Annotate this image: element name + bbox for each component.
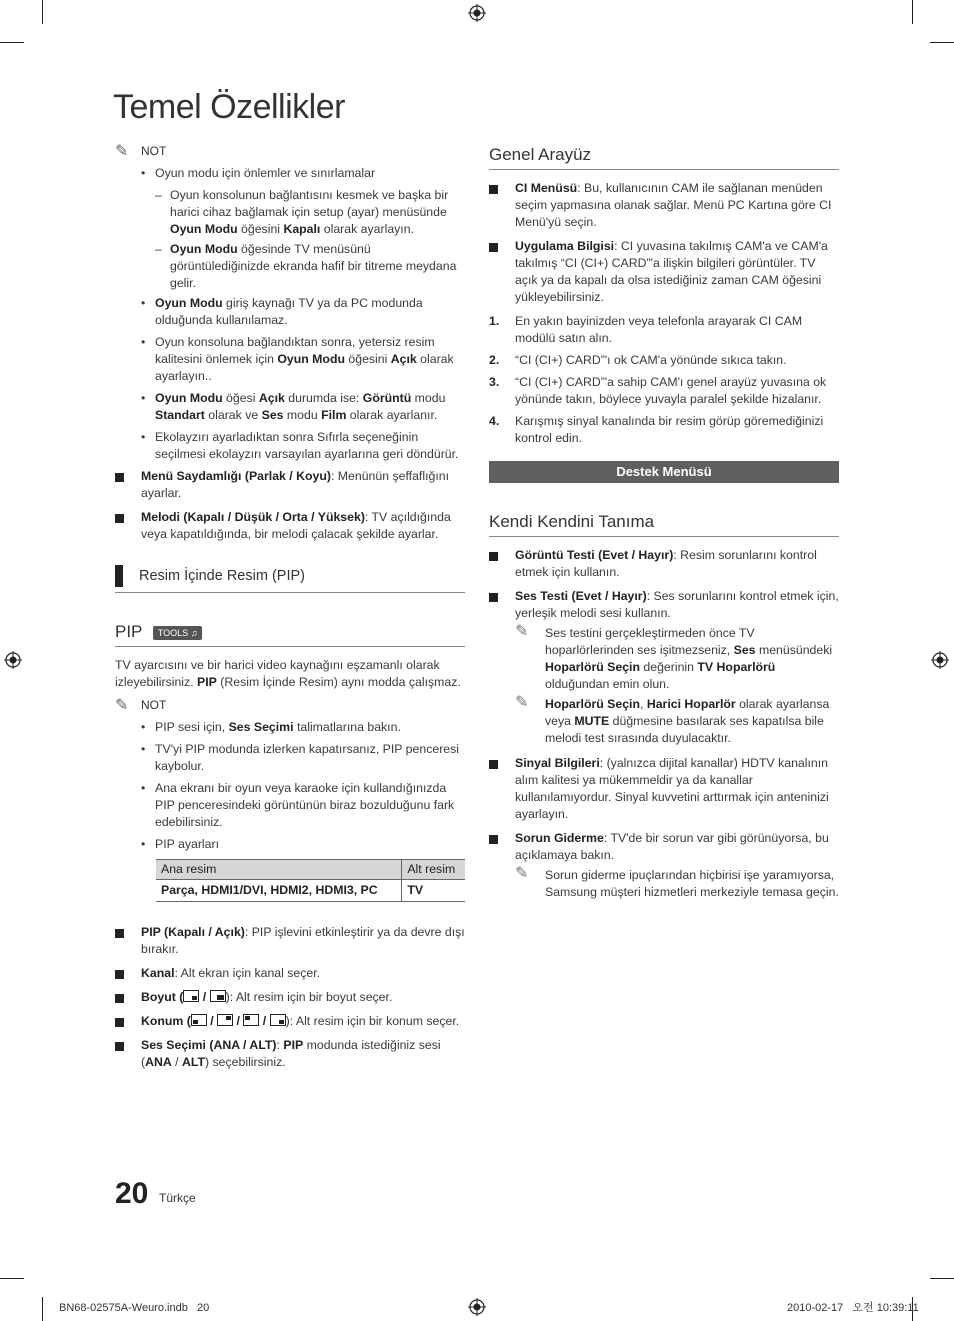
bullet-dot-icon: • (141, 837, 146, 851)
bold-text: Harici Hoparlör (646, 697, 736, 711)
bullet-dot-icon: • (141, 742, 146, 756)
text-run: : CI yuvasına takılmış CAM'a ve CAM'a takılmış “CI (CI+) CARD”'a ilişkin bilgileri görüntüler. TV açık ya da kapalı da olsa istediğiniz zaman CAM öğesini yükleyebilirsiniz. (515, 239, 828, 304)
square-bullet-icon (115, 970, 124, 979)
text-run: / (171, 1055, 183, 1069)
step-number: 2. (489, 353, 500, 367)
text-run: modu (411, 391, 446, 405)
text-run: olarak ayarlansa veya (545, 697, 830, 728)
bullet-dot-icon: • (141, 296, 146, 310)
crop-mark (912, 0, 913, 24)
square-bullet-icon (115, 514, 124, 523)
bold-text: Oyun Modu (277, 352, 345, 366)
pip-subheading-text: Resim İçinde Resim (PIP) (139, 567, 305, 584)
step-number: 4. (489, 414, 500, 428)
bold-text: CI Menüsü (515, 181, 578, 195)
sub-note (489, 625, 839, 693)
registration-mark-icon (931, 651, 949, 669)
pip-subheading (115, 565, 465, 593)
note-item (115, 719, 465, 736)
bold-text: Oyun Modu (170, 242, 238, 256)
text-run: olarak ayarlayın.. (155, 352, 454, 383)
numbered-step (489, 374, 839, 408)
bold-text: PIP (197, 675, 217, 689)
page-number: 20 (115, 1177, 149, 1210)
square-bullet-icon (489, 593, 498, 602)
text-run: : Resim sorunlarını kontrol etmek için kullanın. (515, 548, 817, 579)
bold-text: MUTE (574, 714, 610, 728)
text-run: TV ayarcısını ve bir harici video kaynağını eşzamanlı olarak izleyebilirsiniz. (115, 658, 440, 689)
numbered-step (489, 352, 839, 369)
table-header: Ana resim (156, 860, 402, 880)
bullet-dot-icon: • (141, 430, 146, 444)
note-header (115, 143, 465, 160)
text-run: ) seçebilirsiniz. (205, 1055, 286, 1069)
text-run: giriş kaynağı TV ya da PC modunda olduğunda kullanılamaz. (155, 296, 423, 327)
text-run: durumda ise: (284, 391, 363, 405)
settings-list (115, 468, 465, 543)
pip-settings-table-wrap (156, 859, 465, 902)
boyut-label: Boyut (141, 990, 176, 1004)
note-item (115, 187, 465, 238)
table-cell: TV (402, 880, 465, 902)
list-item (489, 830, 839, 864)
bold-text: Ses Seçimi (228, 720, 294, 734)
pencil-note-icon: ✎ (515, 623, 529, 640)
pip-heading-text: PIP (115, 622, 143, 641)
registration-mark-icon (468, 4, 486, 22)
tools-badge (153, 626, 203, 640)
bold-text: PIP (Kapalı / Açık) (141, 925, 245, 939)
text-run: : Alt ekran için kanal seçer. (174, 966, 321, 980)
bold-text: Ses Seçimi (ANA / ALT) (141, 1038, 277, 1052)
konum-label: Konum (141, 1014, 184, 1028)
bold-text: ALT (182, 1055, 206, 1069)
step-text: Karışmış sinyal kanalında bir resim görüp göremediğinizi kontrol edin. (515, 414, 824, 445)
step-number: 3. (489, 375, 500, 389)
pip-note-list (115, 719, 465, 853)
boyut-desc: ): Alt resim için bir boyut seçer. (225, 990, 393, 1004)
crop-mark (930, 1278, 954, 1279)
note-item (115, 165, 465, 182)
bullet-dot-icon: • (141, 166, 146, 180)
crop-mark (930, 42, 954, 43)
list-item (115, 509, 465, 543)
bold-text: Sorun Giderme (515, 831, 604, 845)
step-text: “CI (CI+) CARD”'ı ok CAM'a yönünde sıkıca takın. (515, 353, 787, 367)
crop-mark (0, 42, 24, 43)
square-bullet-icon (115, 929, 124, 938)
bullet-dot-icon: • (141, 335, 146, 349)
pip-settings-list (115, 924, 465, 1071)
crop-mark (42, 1297, 43, 1321)
bold-text: Film (321, 408, 347, 422)
square-bullet-icon (489, 552, 498, 561)
bold-text: Hoparlörü Seçin (545, 660, 640, 674)
text-run: talimatlarına bakın. (293, 720, 401, 734)
crop-mark (42, 0, 43, 24)
text-run: Ekolayzırı ayarladıktan sonra Sıfırla seçeneğinin seçilmesi ekolayzırı varsayılan ayarlarına geri döndürür. (155, 430, 459, 461)
square-bullet-icon (115, 994, 124, 1003)
position-top-left-icon (243, 1014, 259, 1026)
note-label: NOT (141, 144, 167, 158)
bold-text: Hoparlörü Seçin (545, 697, 640, 711)
print-timestamp: 2010-02-17 오전 10:39:11 (787, 1302, 919, 1314)
bold-text: Ses Testi (Evet / Hayır) (515, 589, 647, 603)
text-run: , (639, 697, 647, 711)
bold-text: Ses (733, 643, 756, 657)
note-list (115, 165, 465, 463)
text-run: olarak ayarlayın. (320, 222, 414, 236)
bold-text: Görüntü (362, 391, 412, 405)
pencil-note-icon: ✎ (515, 694, 529, 711)
pip-heading (115, 621, 465, 647)
text-run: olarak ve (204, 408, 262, 422)
text-run: değerinin (639, 660, 698, 674)
position-bottom-right-icon (270, 1014, 286, 1026)
text-run: Ana ekranı bir oyun veya karaoke için kullandığınızda PIP penceresindeki görüntünün biraz bozulduğunu fark edebilirsiniz. (155, 781, 455, 829)
numbered-step (489, 413, 839, 447)
kendi-kendini-tanima-heading: Kendi Kendini Tanıma (489, 511, 839, 537)
bold-text: Oyun Modu (155, 296, 223, 310)
step-text: En yakın bayinizden veya telefonla arayarak CI CAM modülü satın alın. (515, 314, 803, 345)
note-item (115, 334, 465, 385)
text-run: : Bu, kullanıcının CAM ile sağlanan menüden seçim yapmasına olanak sağlar. Menü PC Kartına göre CI Menü'yü seçin. (515, 181, 832, 229)
square-bullet-icon (115, 1018, 124, 1027)
note-item (115, 836, 465, 853)
bullet-dot-icon: • (141, 781, 146, 795)
square-bullet-icon (489, 760, 498, 769)
pencil-note-icon: ✎ (115, 697, 129, 714)
bold-text: Uygulama Bilgisi (515, 239, 615, 253)
bullet-dot-icon: • (141, 720, 146, 734)
konum-desc: ): Alt resim için bir konum seçer. (285, 1014, 460, 1028)
right-column (489, 144, 839, 904)
text-run: : TV açıldığında veya kapatıldığında, bir melodi çalacak şekilde ayarlar. (141, 510, 451, 541)
list-item: Konum ( / / / ): Alt resim için bir konum seçer. (115, 1013, 465, 1030)
genel-arayuz-heading: Genel Arayüz (489, 144, 839, 170)
bullet-dash-icon: – (155, 188, 162, 202)
heading-bar (115, 565, 123, 587)
table-row (156, 880, 465, 902)
left-column (115, 143, 465, 1078)
pip-intro (115, 657, 465, 691)
text-run: : (276, 1038, 284, 1052)
position-top-right-icon (217, 1014, 233, 1026)
kendi-kendini-tanima-list (489, 547, 839, 901)
numbered-step (489, 313, 839, 347)
bold-text: Sinyal Bilgileri (515, 756, 600, 770)
text-run: Oyun konsolunun bağlantısını kesmek ve başka bir harici cihaz bağlamak için setup (ayar) menüsünde (170, 188, 449, 219)
text-run: öğesini (237, 222, 284, 236)
square-bullet-icon (115, 473, 124, 482)
tools-icon: ♫ (190, 627, 198, 638)
bold-text: Görüntü Testi (Evet / Hayır) (515, 548, 674, 562)
file-name: BN68-02575A-Weuro.indb 20 (59, 1302, 210, 1314)
text-run: TV'yi PIP modunda izlerken kapatırsanız, PIP penceresi kaybolur. (155, 742, 460, 773)
text-run: olduğundan emin olun. (545, 677, 670, 691)
text-run: Ses testini gerçekleştirmeden önce TV hoparlörlerinden ses işitmezseniz, (545, 626, 755, 657)
list-item (115, 924, 465, 958)
text-run: (Resim İçinde Resim) aynı modda çalışmaz. (216, 675, 461, 689)
text-run: düğmesine basılarak ses kapatılsa bile melodi test sırasında duyulacaktır. (545, 714, 824, 745)
bold-text: Melodi (Kapalı / Düşük / Orta / Yüksek) (141, 510, 365, 524)
note-item (115, 780, 465, 831)
list-item (489, 588, 839, 622)
list-item: Boyut ( / ): Alt resim için bir boyut seçer. (115, 989, 465, 1006)
pip-note-header (115, 697, 465, 714)
text-run: öğesinde TV menüsünü görüntülediğinizde ekranda hafif bir titreme meydana gelir. (170, 242, 457, 290)
size-small-icon (183, 990, 199, 1002)
text-run: olarak ayarlanır. (346, 408, 438, 422)
page-title: Temel Özellikler (113, 88, 345, 126)
list-item (489, 755, 839, 823)
text-run: : Ses sorunlarını kontrol etmek için, yerleşik melodi sesi kullanın. (515, 589, 839, 620)
note-item (115, 390, 465, 424)
text-run: : TV'de bir sorun var gibi görünüyorsa, bu açıklamaya bakın. (515, 831, 829, 862)
text-run: modunda istediğiniz sesi ( (141, 1038, 441, 1069)
bold-text: Açık (390, 352, 417, 366)
note-item (115, 741, 465, 775)
text-run: Oyun konsoluna bağlandıktan sonra, yetersiz resim kalitesini önlemek için (155, 335, 435, 366)
bold-text: Oyun Modu (155, 391, 223, 405)
genel-arayuz-list (489, 180, 839, 306)
square-bullet-icon (489, 185, 498, 194)
bold-text: TV Hoparlörü (697, 660, 776, 674)
pencil-note-icon: ✎ (515, 865, 529, 882)
list-item (115, 468, 465, 502)
pencil-note-icon: ✎ (115, 143, 129, 160)
square-bullet-icon (489, 243, 498, 252)
bold-text: Oyun Modu (170, 222, 238, 236)
list-item (489, 238, 839, 306)
text-run: PIP sesi için, (155, 720, 229, 734)
table-header: Alt resim (402, 860, 465, 880)
sub-note (489, 867, 839, 901)
text-run: menüsündeki (755, 643, 833, 657)
sub-note (489, 696, 839, 747)
list-item (115, 1037, 465, 1071)
text-run: : PIP işlevini etkinleştirir ya da devre dışı bırakır. (141, 925, 465, 956)
text-run: öğesi (222, 391, 259, 405)
bold-text: Standart (155, 408, 205, 422)
bullet-dot-icon: • (141, 391, 146, 405)
crop-mark (0, 1278, 24, 1279)
text-run: PIP ayarları (155, 837, 220, 851)
bold-text: Ses (261, 408, 284, 422)
table-cell: Parça, HDMI1/DVI, HDMI2, HDMI3, PC (156, 880, 402, 902)
destek-menusu-banner: Destek Menüsü (489, 461, 839, 483)
text-run: : (yalnızca dijital kanallar) HDTV kanalının alım kalitesi ya mükemmeldir ya da kanallar kullanılamıyordur. Sinyal kuvvetini arttırmak için anteninizi ayarlayın. (515, 756, 829, 821)
list-item (489, 547, 839, 581)
text-run: öğesini (344, 352, 391, 366)
tools-badge-text: TOOLS (157, 627, 189, 638)
list-item (489, 180, 839, 231)
bold-text: Menü Saydamlığı (Parlak / Koyu) (141, 469, 331, 483)
square-bullet-icon (115, 1042, 124, 1051)
numbered-steps (489, 313, 839, 447)
registration-mark-icon (4, 651, 22, 669)
square-bullet-icon (489, 835, 498, 844)
text-run: modu (283, 408, 322, 422)
bold-text: Açık (258, 391, 285, 405)
text-run: : Menünün şeffaflığını ayarlar. (141, 469, 450, 500)
list-item (115, 965, 465, 982)
position-bottom-left-icon (191, 1014, 207, 1026)
note-item (115, 295, 465, 329)
note-item (115, 429, 465, 463)
bold-text: ANA (145, 1055, 172, 1069)
pip-settings-table (156, 859, 465, 902)
page-language: Türkçe (159, 1191, 196, 1205)
bold-text: Kapalı (283, 222, 321, 236)
bold-text: Kanal (141, 966, 175, 980)
size-large-icon (210, 990, 226, 1002)
registration-mark-icon (468, 1298, 486, 1316)
text-run: Sorun giderme ipuçlarından hiçbirisi işe yaramıyorsa, Samsung müşteri hizmetleri merkeziyle temasa geçin. (545, 868, 839, 899)
step-number: 1. (489, 314, 500, 328)
step-text: “CI (CI+) CARD”'a sahip CAM'ı genel arayüz yuvasına ok yönünde takın, böylece yuvayla paralel şekilde hizalanır. (515, 375, 827, 406)
pip-note-label: NOT (141, 698, 167, 712)
note-item (115, 241, 465, 292)
bold-text: PIP (283, 1038, 304, 1052)
bullet-dash-icon: – (155, 242, 162, 256)
text-run: Oyun modu için önlemler ve sınırlamalar (155, 166, 376, 180)
